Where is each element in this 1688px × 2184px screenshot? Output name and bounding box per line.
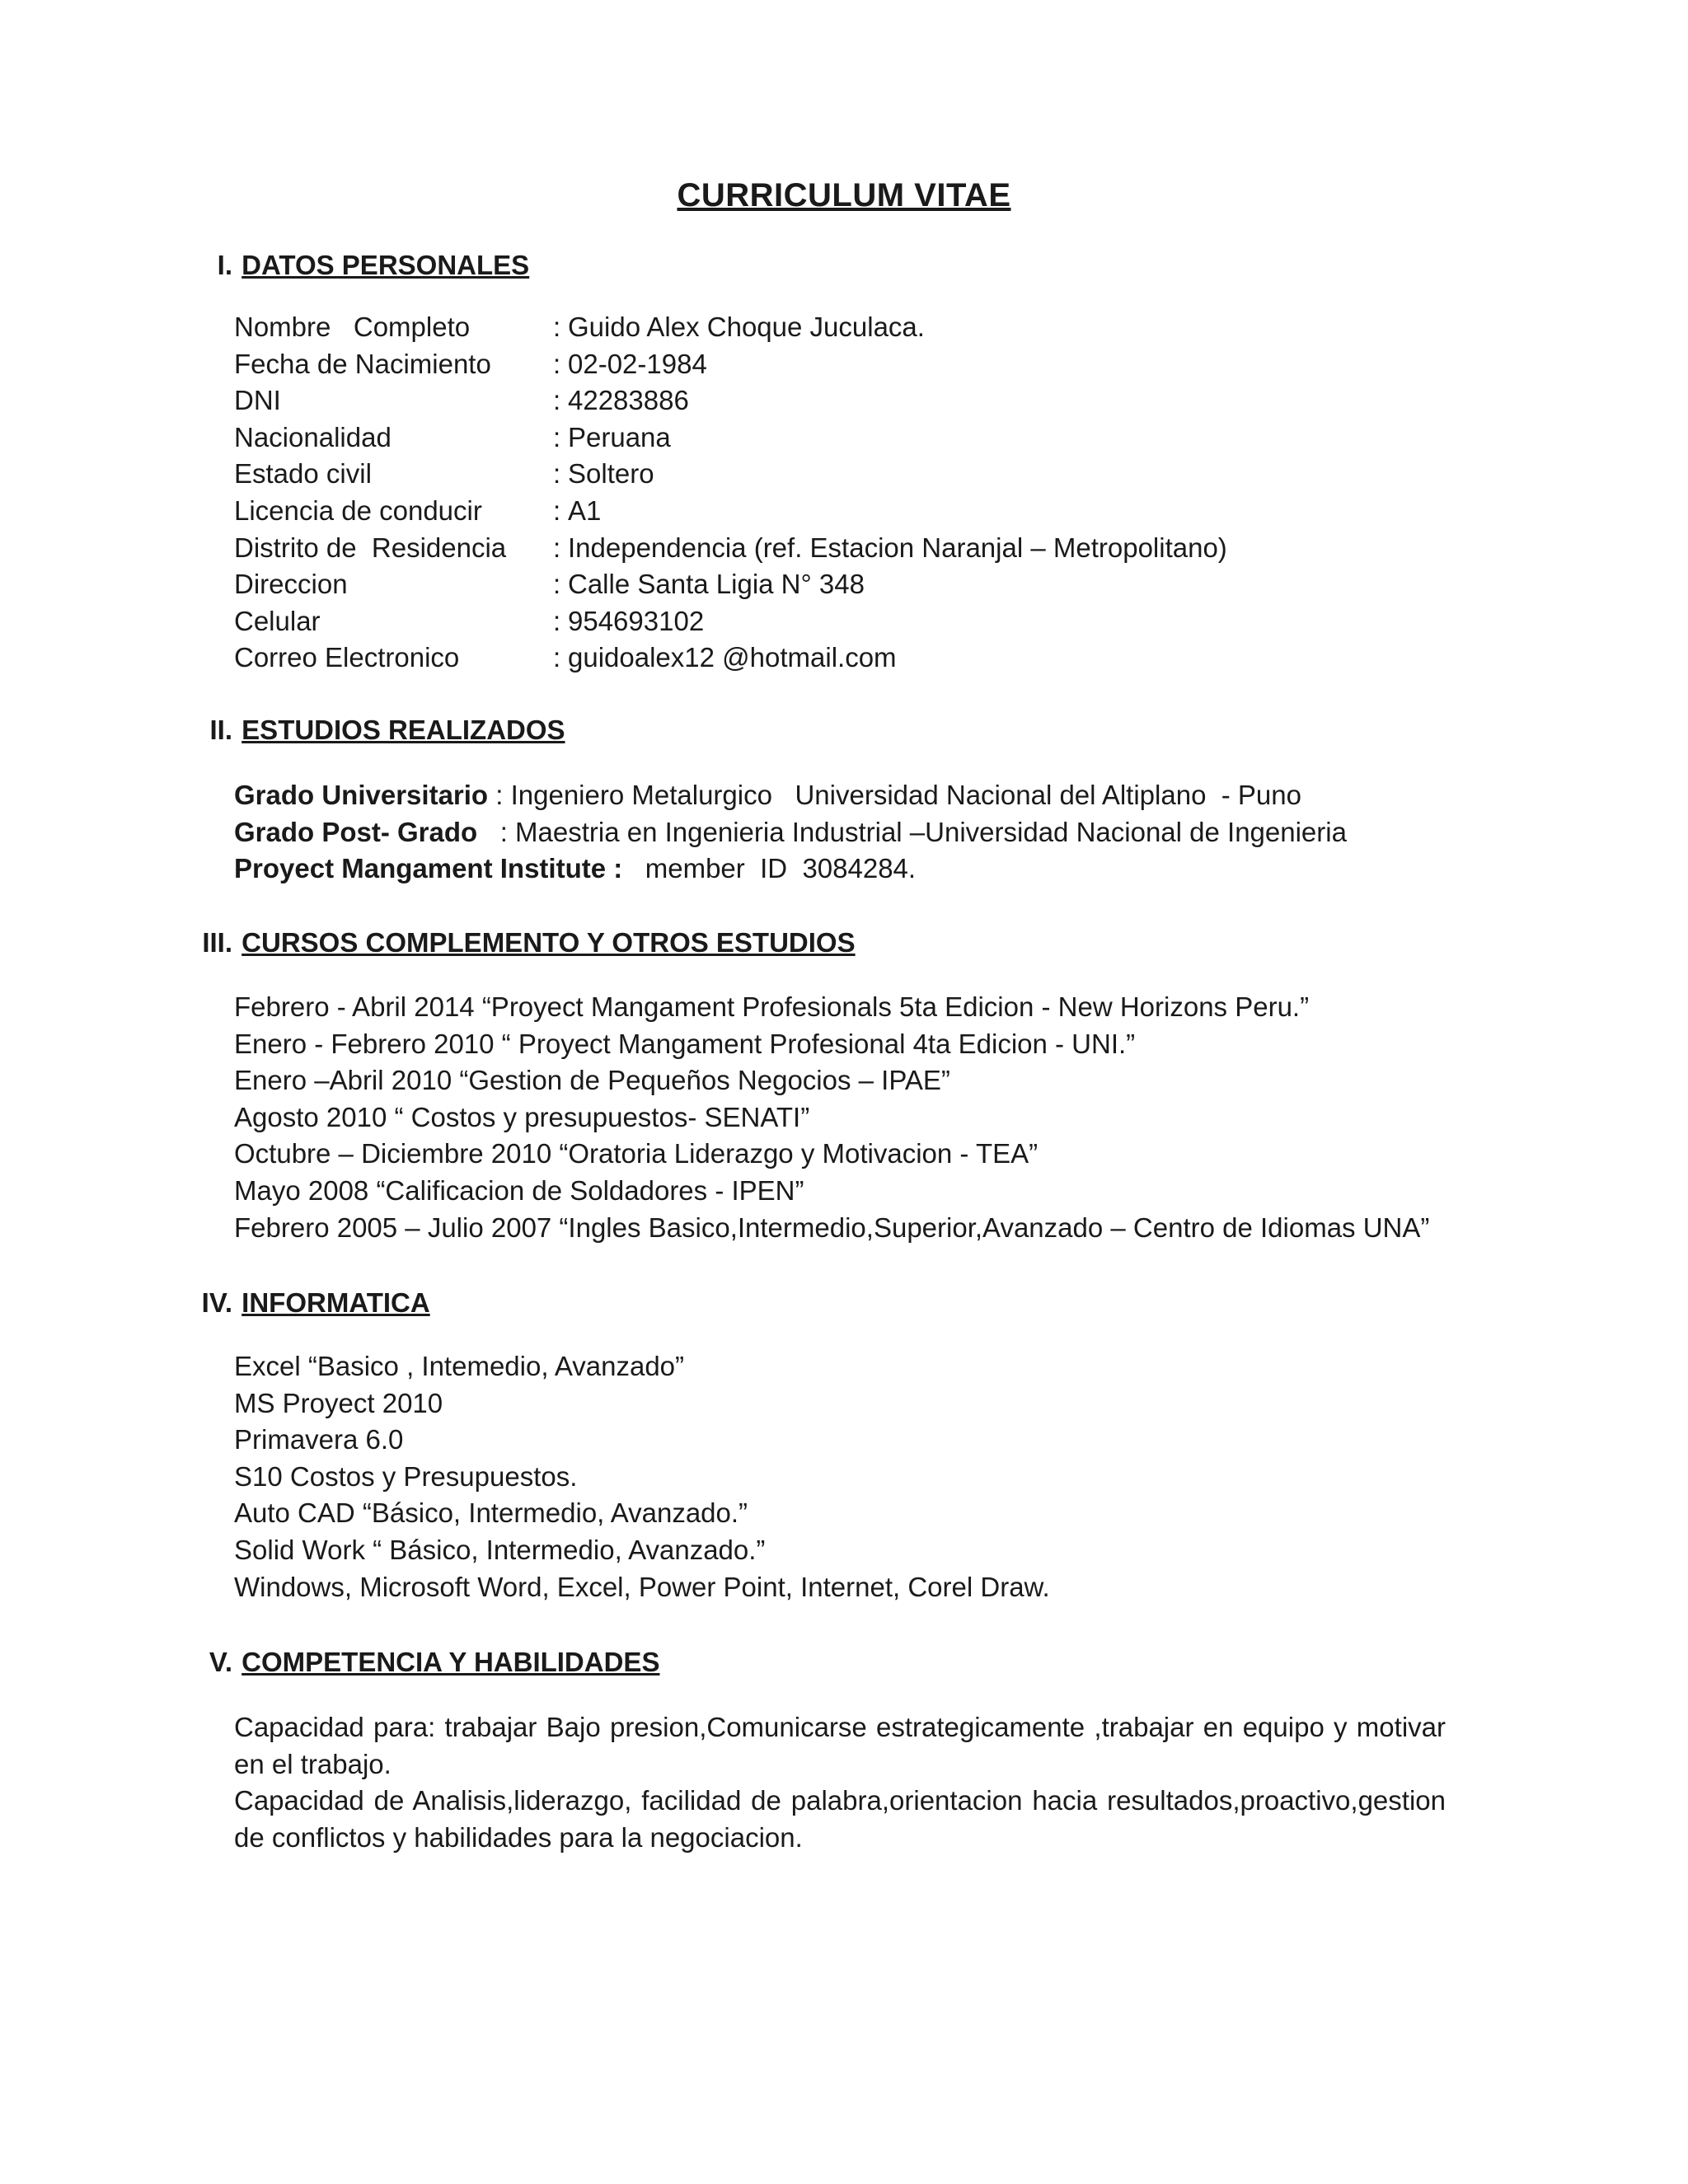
it-skill-item: S10 Costos y Presupuestos.: [234, 1460, 578, 1492]
field-label: Licencia de conducir: [234, 494, 482, 526]
field-separator: :: [553, 532, 561, 563]
study-item: [234, 814, 1446, 851]
field-label: Distrito de Residencia: [234, 532, 507, 563]
field-label: Estado civil: [234, 458, 372, 490]
personal-field: [234, 419, 1446, 457]
course-item: Febrero 2005 – Julio 2007 “Ingles Basico,Intermedio,Superior,Avanzado – Centro de Idiomas UNA”: [234, 1212, 1430, 1243]
study-text: member ID 3084284.: [622, 853, 917, 884]
section-number: I.: [217, 250, 232, 280]
field-value: guidoalex12 @hotmail.com: [568, 642, 897, 673]
section-title: ESTUDIOS REALIZADOS: [241, 715, 565, 745]
personal-field: [234, 640, 1446, 677]
course-item: Agosto 2010 “ Costos y presupuestos- SENATI”: [234, 1101, 810, 1132]
section-heading-skills: [165, 1647, 659, 1683]
personal-data-list: [234, 309, 1446, 677]
field-separator: :: [553, 348, 561, 379]
personal-field: [234, 346, 1446, 383]
field-label: Nombre Completo: [234, 312, 471, 342]
field-value: Guido Alex Choque Juculaca.: [568, 312, 925, 342]
section-heading-studies: [165, 715, 565, 751]
skills-paragraph: Capacidad para: trabajar Bajo presion,Comunicarse estrategicamente ,trabajar en equipo y motivar en el trabajo.: [234, 1712, 1446, 1779]
field-value: Soltero: [568, 458, 654, 490]
course-item: Mayo 2008 “Calificacion de Soldadores - IPEN”: [234, 1174, 804, 1206]
personal-field: [234, 382, 1446, 419]
field-value: 954693102: [568, 605, 705, 636]
section-heading-it: [165, 1287, 430, 1324]
personal-field: [234, 566, 1446, 603]
field-value: 02-02-1984: [568, 348, 707, 379]
section-title: DATOS PERSONALES: [241, 250, 530, 280]
it-skill-item: Primavera 6.0: [234, 1424, 404, 1455]
field-separator: :: [553, 458, 561, 490]
field-separator: :: [553, 385, 561, 416]
personal-field: [234, 456, 1446, 493]
study-text: : Maestria en Ingenieria Industrial –Universidad Nacional de Ingenieria: [477, 816, 1347, 847]
field-label: Direccion: [234, 569, 348, 600]
field-label: Fecha de Nacimiento: [234, 348, 491, 379]
field-value: Independencia (ref. Estacion Naranjal – Metropolitano): [568, 532, 1227, 563]
it-skill-item: Excel “Basico , Intemedio, Avanzado”: [234, 1351, 685, 1381]
course-item: Octubre – Diciembre 2010 “Oratoria Liderazgo y Motivacion - TEA”: [234, 1138, 1039, 1169]
section-title: CURSOS COMPLEMENTO Y OTROS ESTUDIOS: [241, 927, 856, 958]
study-item: [234, 851, 1446, 888]
section-number: II.: [209, 715, 232, 745]
field-label: DNI: [234, 385, 281, 416]
studies-list: [234, 777, 1446, 888]
field-value: Calle Santa Ligia N° 348: [568, 569, 865, 600]
study-label: Proyect Mangament Institute :: [234, 853, 623, 884]
section-number: III.: [202, 927, 232, 958]
field-label: Celular: [234, 605, 321, 636]
field-label: Nacionalidad: [234, 421, 392, 452]
field-value: A1: [568, 494, 602, 526]
section-number: V.: [209, 1647, 232, 1677]
course-item: Enero –Abril 2010 “Gestion de Pequeños Negocios – IPAE”: [234, 1065, 950, 1096]
it-skill-item: Windows, Microsoft Word, Excel, Power Point, Internet, Corel Draw.: [234, 1571, 1050, 1602]
document-title: CURRICULUM VITAE: [677, 177, 1011, 213]
it-skill-item: MS Proyect 2010: [234, 1387, 443, 1418]
skills-paragraphs: [234, 1709, 1446, 1856]
skills-paragraph: Capacidad de Analisis,liderazgo, facilidad de palabra,orientacion hacia resultados,proactivo,gestion de conflictos y habilidades para la negociacion.: [234, 1785, 1446, 1853]
study-label: Grado Post- Grado: [234, 816, 478, 847]
it-skills-list: [234, 1348, 1446, 1605]
study-text: : Ingeniero Metalurgico Universidad Nacional del Altiplano - Puno: [488, 780, 1301, 810]
personal-field: [234, 493, 1446, 530]
it-skill-item: Solid Work “ Básico, Intermedio, Avanzado.”: [234, 1534, 766, 1565]
field-separator: :: [553, 642, 561, 673]
it-skill-item: Auto CAD “Básico, Intermedio, Avanzado.”: [234, 1497, 748, 1529]
field-value: Peruana: [568, 421, 671, 452]
section-title: COMPETENCIA Y HABILIDADES: [241, 1647, 660, 1677]
personal-field: [234, 603, 1446, 640]
course-item: Enero - Febrero 2010 “ Proyect Mangament Profesional 4ta Edicion - UNI.”: [234, 1028, 1136, 1059]
section-number: IV.: [201, 1287, 232, 1318]
section-heading-courses: [165, 927, 856, 963]
study-label: Grado Universitario: [234, 780, 489, 810]
section-heading-personal: [165, 250, 529, 286]
field-label: Correo Electronico: [234, 642, 460, 673]
section-title: INFORMATICA: [241, 1287, 430, 1318]
study-item: [234, 777, 1446, 814]
course-item: Febrero - Abril 2014 “Proyect Mangament Profesionals 5ta Edicion - New Horizons Peru.”: [234, 991, 1310, 1022]
field-separator: :: [553, 421, 561, 452]
field-separator: :: [553, 569, 561, 600]
courses-list: [234, 989, 1446, 1246]
field-separator: :: [553, 494, 561, 526]
personal-field: [234, 309, 1446, 346]
personal-field: [234, 530, 1446, 567]
field-value: 42283886: [568, 385, 689, 416]
field-separator: :: [553, 605, 561, 636]
field-separator: :: [553, 312, 561, 342]
